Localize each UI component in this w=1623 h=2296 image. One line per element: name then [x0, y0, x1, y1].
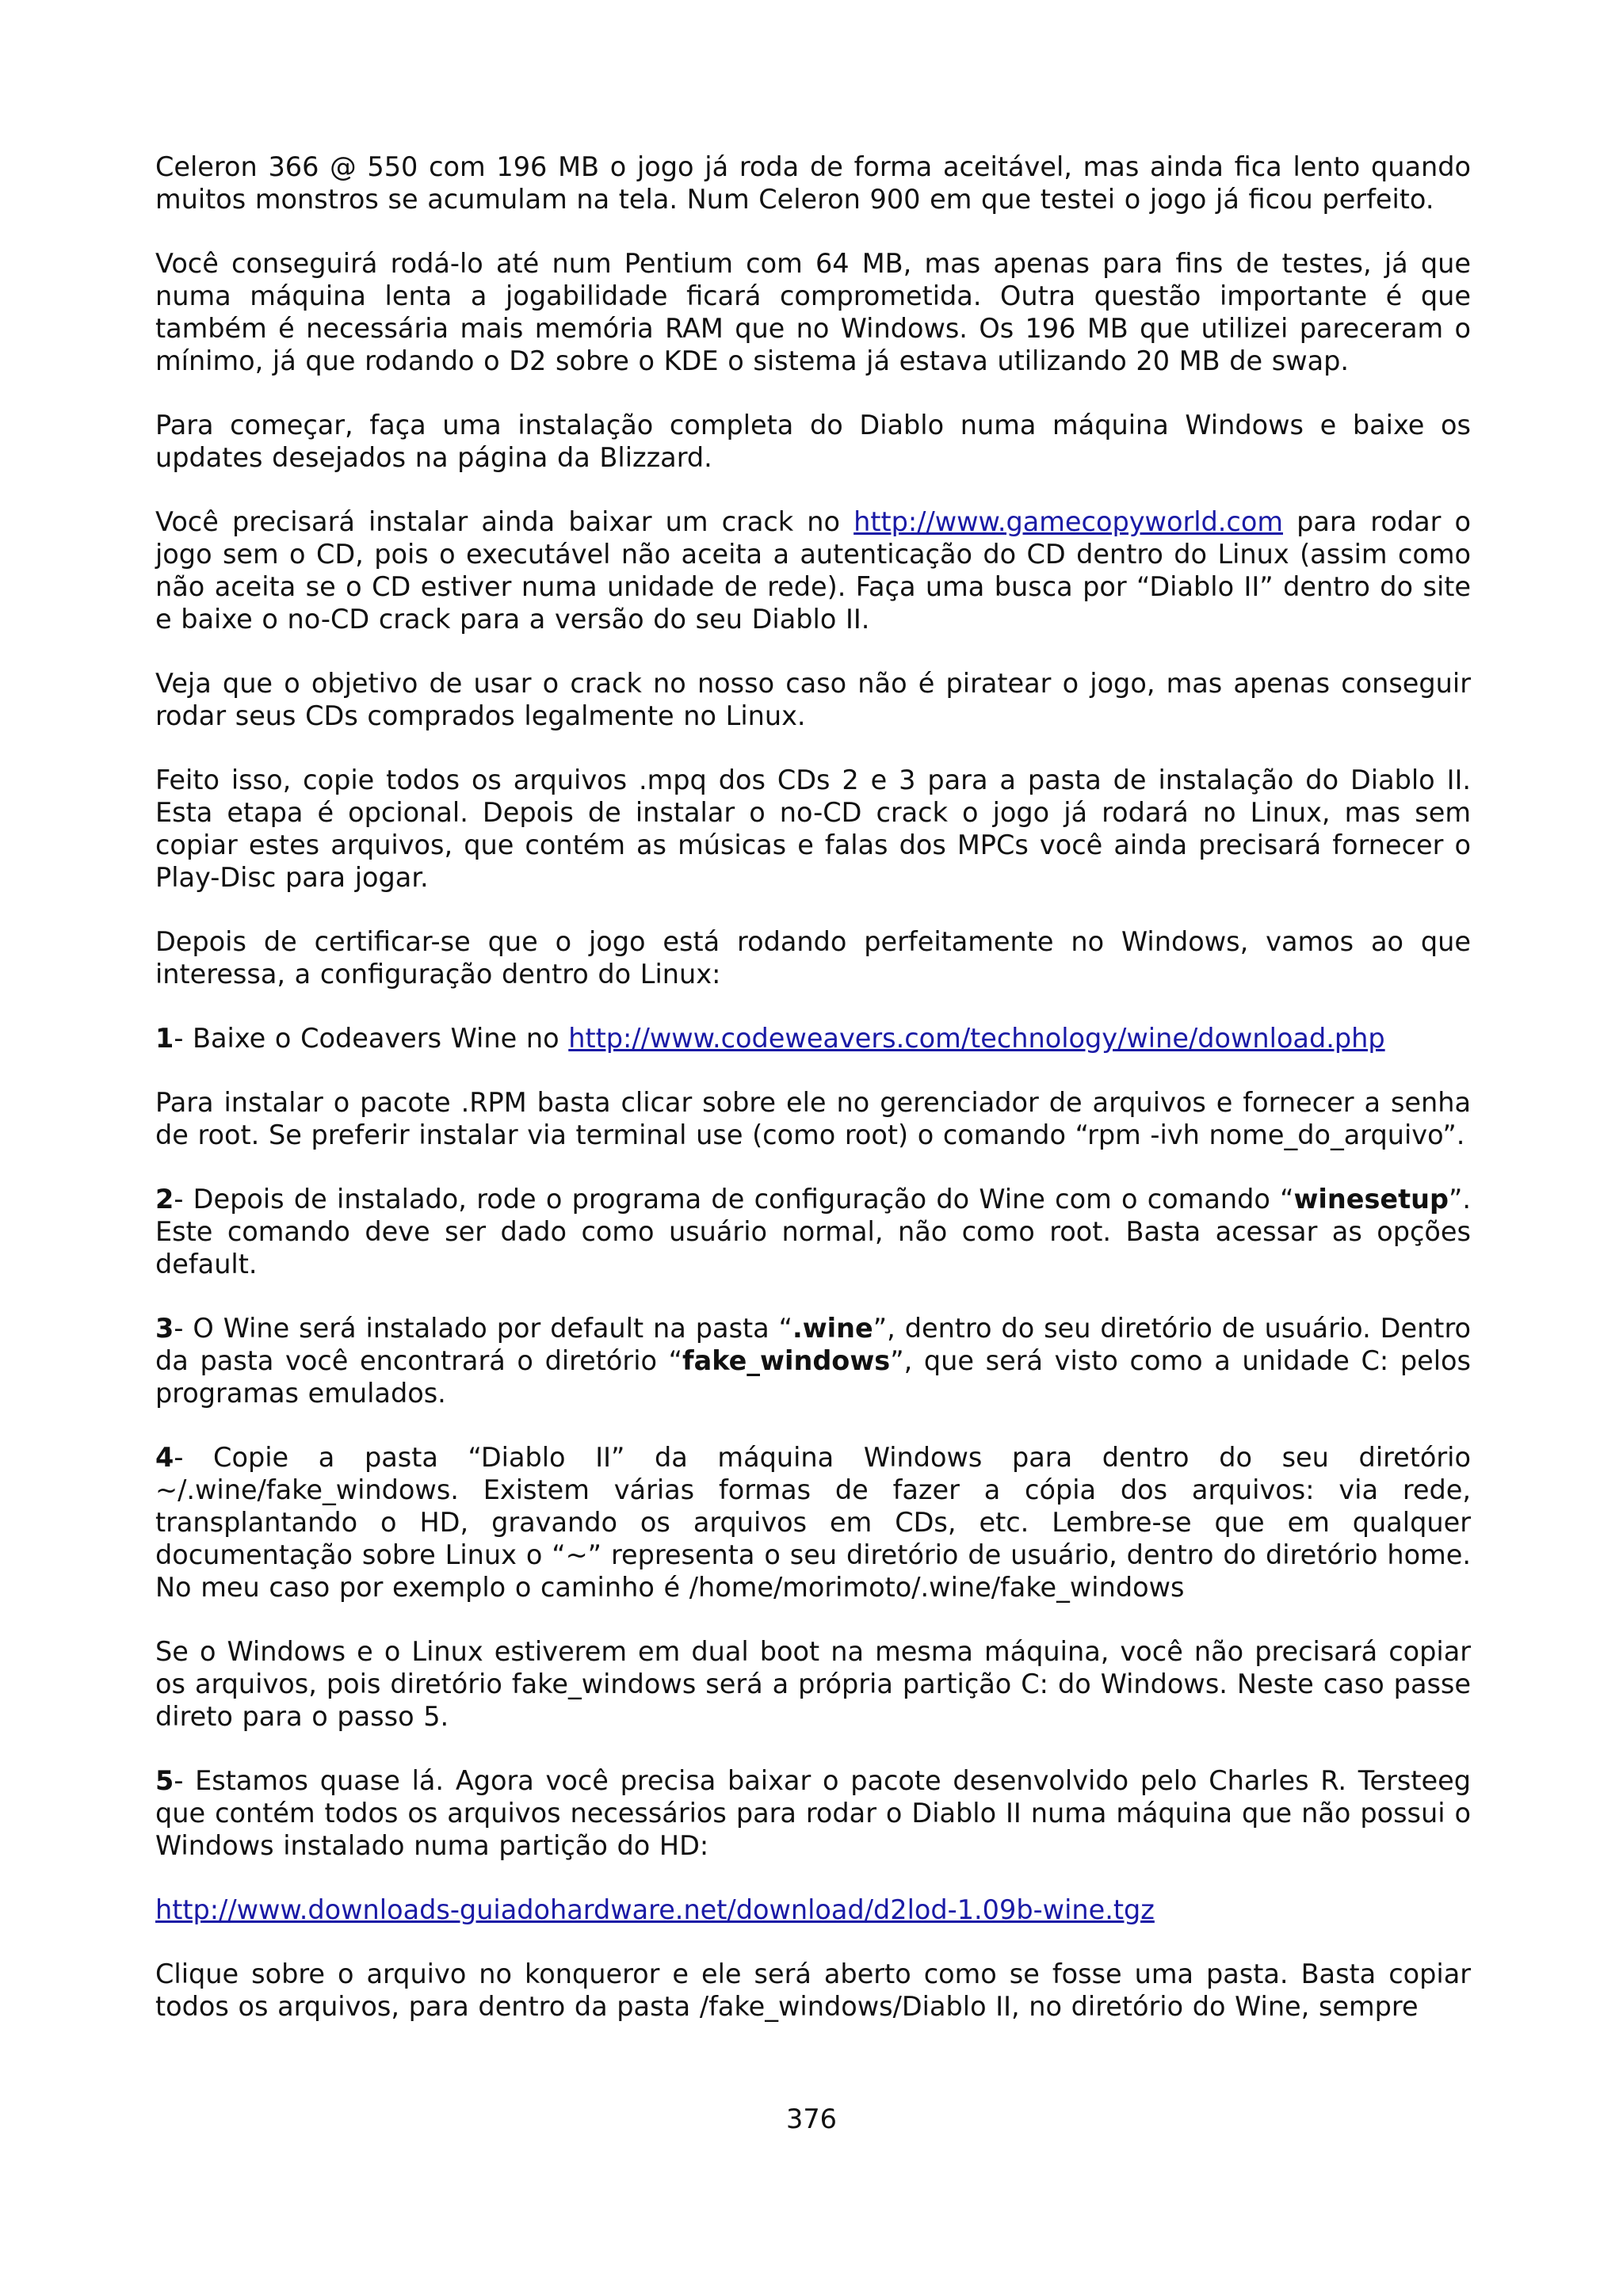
step-3-text-c: ”, que será visto como a unidade C: pelos programas emulados.	[155, 1345, 1472, 1409]
step-number: 4	[155, 1442, 174, 1473]
crack-text-start: Você precisará instalar ainda baixar um crack no	[155, 506, 854, 537]
paragraph-pentium: Você conseguirá rodá-lo até num Pentium com 64 MB, mas apenas para fins de testes, já que numa máquina lenta a jogabilidade ficará comprometida. Outra questão importante é que também é necessária mais memória RAM que no Windows. Os 196 MB que utilizei pareceram o mínimo, já que rodando o D2 sobre o KDE o sistema já estava utilizando 20 MB de swap.	[155, 248, 1471, 376]
winesetup-command: winesetup	[1293, 1184, 1449, 1215]
gamecopyworld-link[interactable]: http://www.gamecopyworld.com	[854, 506, 1283, 537]
step-5	[155, 1764, 1471, 1862]
paragraph-objective: Veja que o objetivo de usar o crack no nosso caso não é piratear o jogo, mas apenas conseguir rodar seus CDs comprados legalmente no Linux.	[155, 668, 1471, 731]
step-3-text-b: ”, dentro do seu diretório de usuário. Dentro da pasta você encontrará o diretório “	[155, 1313, 1471, 1376]
step-1-text: - Baixe o Codeavers Wine no	[174, 1023, 569, 1054]
step-4	[155, 1441, 1471, 1604]
step-number: 2	[155, 1184, 174, 1215]
paragraph-install-diablo: Para começar, faça uma instalação completa do Diablo numa máquina Windows e baixe os updates desejados na página da Blizzard.	[155, 410, 1471, 473]
paragraph-mpq-files: Feito isso, copie todos os arquivos .mpq dos CDs 2 e 3 para a pasta de instalação do Diablo II. Esta etapa é opcional. Depois de instalar o no-CD crack o jogo já rodará no Linux, mas sem copiar estes arquivos, que contém as músicas e falas dos MPCs você ainda precisará fornecer o Play-Disc para jogar.	[155, 765, 1471, 893]
paragraph-rpm-install: Para instalar o pacote .RPM basta clicar sobre ele no gerenciador de arquivos e fornecer a senha de root. Se preferir instalar via terminal use (como root) o comando “rpm -ivh nome_do_arquivo”.	[155, 1087, 1471, 1150]
fake-windows-folder-name: fake_windows	[682, 1345, 891, 1376]
crack-text-end: para rodar o jogo sem o CD, pois o executável não aceita a autenticação do CD dentro do Linux (assim como não aceita se o CD estiver numa unidade de rede). Faça uma busca por “Diablo II” dentro do site e baixe o no-CD crack para a versão do seu Diablo II.	[155, 506, 1471, 635]
step-2-text-a: - Depois de instalado, rode o programa de configuração do Wine com o comando “	[174, 1184, 1294, 1215]
step-3-text-a: - O Wine será instalado por default na pasta “	[174, 1313, 792, 1344]
step-number: 5	[155, 1765, 174, 1796]
paragraph-download-link	[155, 1894, 1471, 1926]
paragraph-celeron: Celeron 366 @ 550 com 196 MB o jogo já roda de forma aceitável, mas ainda fica lento quando muitos monstros se acumulam na tela. Num Celeron 900 em que testei o jogo já ficou perfeito.	[155, 151, 1471, 215]
d2lod-download-link[interactable]: http://www.downloads-guiadohardware.net/download/d2lod-1.09b-wine.tgz	[155, 1894, 1155, 1925]
wine-folder-name: .wine	[792, 1313, 873, 1344]
paragraph-konqueror: Clique sobre o arquivo no konqueror e ele será aberto como se fosse uma pasta. Basta copiar todos os arquivos, para dentro da pasta /fake_windows/Diablo II, no diretório do Wine, sempre	[155, 1958, 1471, 2022]
paragraph-dual-boot: Se o Windows e o Linux estiverem em dual boot na mesma máquina, você não precisará copiar os arquivos, pois diretório fake_windows será a própria partição C: do Windows. Neste caso passe direto para o passo 5.	[155, 1636, 1471, 1732]
paragraph-linux-config: Depois de certificar-se que o jogo está rodando perfeitamente no Windows, vamos ao que interessa, a configuração dentro do Linux:	[155, 926, 1471, 990]
step-number: 1	[155, 1023, 174, 1054]
step-5-text: - Estamos quase lá. Agora você precisa baixar o pacote desenvolvido pelo Charles R. Tersteeg que contém todos os arquivos necessários para rodar o Diablo II numa máquina que não possui o Windows instalado numa partição do HD:	[155, 1765, 1471, 1861]
step-3	[155, 1312, 1471, 1409]
page-number: 376	[786, 2103, 837, 2134]
paragraph-crack	[155, 505, 1471, 635]
step-2	[155, 1183, 1471, 1280]
document-body	[155, 151, 1471, 2054]
step-4-text: - Copie a pasta “Diablo II” da máquina Windows para dentro do seu diretório ~/.wine/fake_windows. Existem várias formas de fazer a cópia dos arquivos: via rede, transplantando o HD, gravando os arquivos em CDs, etc. Lembre-se que em qualquer documentação sobre Linux o “~” representa o seu diretório de usuário, dentro do diretório home. No meu caso por exemplo o caminho é /home/morimoto/.wine/fake_windows	[155, 1442, 1471, 1603]
step-1	[155, 1022, 1471, 1055]
codeweavers-link[interactable]: http://www.codeweavers.com/technology/wine/download.php	[568, 1023, 1385, 1054]
step-number: 3	[155, 1313, 174, 1344]
step-2-text-b: ”. Este comando deve ser dado como usuário normal, não como root. Basta acessar as opções default.	[155, 1184, 1471, 1280]
